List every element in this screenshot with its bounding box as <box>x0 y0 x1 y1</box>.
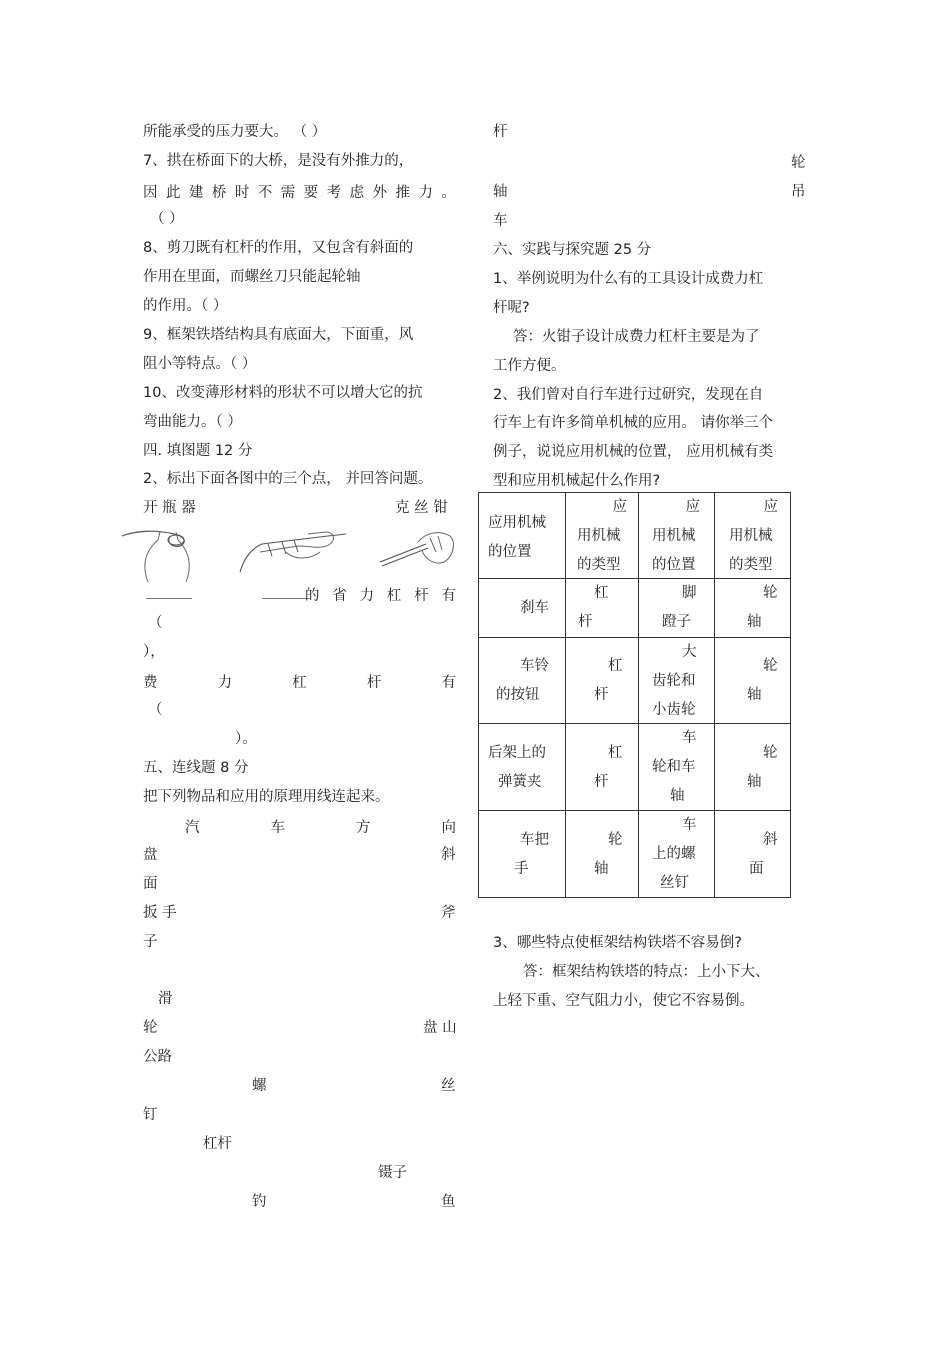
match-lun: 轮 <box>143 1020 158 1036</box>
cell-line: 用机械 <box>577 528 621 544</box>
cell-line: 车 <box>682 817 697 833</box>
cell-line: 轮 <box>763 745 778 761</box>
right-gan: 杆 <box>493 124 508 140</box>
a1-line1: 答：火钳子设计成费力杠杆主要是为了 <box>513 329 760 345</box>
row4-type <box>594 826 623 884</box>
bottle-opener-label: 开 瓶 器 <box>143 500 196 516</box>
match-zi: 子 <box>143 934 158 950</box>
cell-line: 脚 <box>682 585 697 601</box>
cell-line: 杆 <box>594 774 609 790</box>
cell-line: 车铃 <box>520 658 549 674</box>
match-wrench: 扳 手 <box>143 905 177 921</box>
blank-line-1 <box>146 598 192 599</box>
match-yu: 鱼 <box>441 1194 456 1210</box>
q7-char: 虑 <box>349 185 365 201</box>
row3-position-2 <box>652 724 697 811</box>
header-type-1 <box>577 493 627 522</box>
header-position-2 <box>650 493 700 522</box>
q7-char: 因 <box>143 185 158 201</box>
q7-answer: （ ） <box>150 211 184 227</box>
q7-char: 考 <box>326 185 342 201</box>
cell-line: 后架上的 <box>488 745 546 761</box>
cell-line: 的位置 <box>488 544 532 560</box>
a3-line2: 上轻下重、空气阻力小，使它不容易倒。 <box>493 993 754 1009</box>
right-lun: 轮 <box>791 155 806 171</box>
q10-line1: 10、改变薄形材料的形状不可以增大它的抗 <box>143 385 423 401</box>
cell-line: 车 <box>682 730 697 746</box>
cost-char: 费 <box>143 675 158 691</box>
q7-char: 要 <box>303 185 319 201</box>
q3-line: 3、哪些特点使框架结构铁塔不容易倒? <box>493 935 742 951</box>
match-fu: 斧 <box>441 905 456 921</box>
cell-line: 齿轮和 <box>652 673 696 689</box>
a1-line2: 工作方便。 <box>493 358 566 374</box>
q7-char: 外 <box>372 185 388 201</box>
save-char: 杠 <box>386 588 402 604</box>
header-position-2b <box>652 522 696 580</box>
match-lever: 杠杆 <box>203 1136 232 1152</box>
paren-close-2: ）。 <box>235 731 257 747</box>
q8-line3: 的作用。（ ） <box>143 298 228 314</box>
row4-position <box>514 826 549 884</box>
match-char: 方 <box>356 820 371 836</box>
cell-line: 的按钮 <box>496 687 540 703</box>
cell-line: 应 <box>612 499 627 515</box>
match-mian: 面 <box>143 876 158 892</box>
cost-char: 有 <box>441 675 456 691</box>
q8-line1: 8、剪刀既有杠杆的作用，又包含有斜面的 <box>143 240 414 256</box>
cell-line: 杠 <box>608 745 623 761</box>
row3-type-2 <box>747 739 778 797</box>
right-zhou: 轴 <box>493 184 508 200</box>
bottle-opener-illustration <box>118 522 198 584</box>
cell-line: 应用机械 <box>488 515 546 531</box>
cell-line: 杆 <box>594 687 609 703</box>
cell-line: 的类型 <box>729 557 773 573</box>
cell-line: 应 <box>685 499 700 515</box>
header-type-2 <box>728 493 778 522</box>
section6-title: 六、实践与探究题 25 分 <box>493 242 652 258</box>
q10-line2: 弯曲能力。（ ） <box>143 414 242 430</box>
match-ding: 钉 <box>143 1107 158 1123</box>
q7-char: 力 <box>418 185 433 201</box>
match-char: 向 <box>441 820 456 836</box>
row4-position-2 <box>652 811 697 898</box>
match-char: 车 <box>270 820 285 836</box>
cell-line: 轴 <box>747 687 762 703</box>
q8-line2: 作用在里面，而螺丝刀只能起轮轴 <box>143 269 361 285</box>
cell-line: 杆 <box>578 614 593 630</box>
scissors-hand-illustration <box>238 522 348 574</box>
cell-line: 轮 <box>763 658 778 674</box>
section5-intro: 把下列物品和应用的原理用线连起来。 <box>143 789 390 805</box>
cell-line: 用机械 <box>729 528 773 544</box>
fill-question: 2、标出下面各图中的三个点， 并回答问题。 <box>143 471 433 487</box>
row1-type <box>578 579 609 637</box>
save-char: 省 <box>332 588 347 604</box>
row2-position <box>496 652 549 710</box>
cell-line: 斜 <box>763 832 778 848</box>
q7-char: 建 <box>188 185 204 201</box>
pliers-label: 克 丝 钳 <box>395 500 448 516</box>
save-char: 有 <box>441 588 456 604</box>
match-char: 汽 <box>185 820 200 836</box>
cell-line: 手 <box>514 861 529 877</box>
blank-line-2 <box>262 598 308 599</box>
right-che: 车 <box>493 213 508 229</box>
cell-line: 杠 <box>594 585 609 601</box>
paren-close-1: ）， <box>143 644 165 660</box>
header-type-1b <box>577 522 621 580</box>
cell-line: 应 <box>763 499 778 515</box>
cost-char: 力 <box>217 675 233 691</box>
cell-line: 轴 <box>747 774 762 790</box>
cost-char: 杆 <box>366 675 382 691</box>
row2-type <box>594 652 623 710</box>
q9-line2: 阻小等特点。（ ） <box>143 356 257 372</box>
q7-char: 推 <box>395 185 410 201</box>
cell-line: 轴 <box>594 861 609 877</box>
q1-line2: 杆呢? <box>493 300 530 316</box>
row3-position <box>488 739 546 797</box>
cell-line: 轮 <box>763 585 778 601</box>
cell-line: 的类型 <box>577 557 621 573</box>
cell-line: 丝钉 <box>660 875 689 891</box>
cell-line: 蹬子 <box>662 614 691 630</box>
cell-line: 轴 <box>670 788 685 804</box>
cell-line: 杠 <box>608 658 623 674</box>
header-type-2b <box>729 522 773 580</box>
q1-line1: 1、举例说明为什么有的工具设计成费力杠 <box>493 271 764 287</box>
cell-line: 用机械 <box>652 528 696 544</box>
save-char: 力 <box>359 588 375 604</box>
row2-type-2 <box>747 652 778 710</box>
q2-line3: 例子，说说应用机械的位置， 应用机械有类 <box>493 444 774 460</box>
bicycle-machines-table <box>478 492 791 898</box>
match-row-1 <box>185 816 456 836</box>
q7-char: 不 <box>257 185 273 201</box>
cell-line: 车把 <box>520 832 549 848</box>
cell-line: 上的螺 <box>652 846 696 862</box>
section5-title: 五、连线题 8 分 <box>143 760 249 776</box>
save-lever-line <box>305 584 456 604</box>
cell-line: 小齿轮 <box>652 702 696 718</box>
cell-line: 刹车 <box>520 600 549 616</box>
save-char: 的 <box>305 588 320 604</box>
a3-line1: 答：框架结构铁塔的特点：上小下大、 <box>523 964 770 980</box>
q9-line1: 9、框架铁塔结构具有底面大，下面重，风 <box>143 327 414 343</box>
right-diao: 吊 <box>791 184 806 200</box>
q7-char: 此 <box>165 185 181 201</box>
q2-line2: 行车上有许多简单机械的应用。 请你举三个 <box>493 415 774 431</box>
q7-char: 。 <box>441 185 456 201</box>
cell-line: 轮和车 <box>652 759 696 775</box>
tweezers-hand-illustration <box>378 522 456 572</box>
cost-char: 杠 <box>292 675 307 691</box>
paren-open-1: （ <box>148 615 163 631</box>
section4-title: 四. 填图题 12 分 <box>143 443 253 459</box>
match-xie: 斜 <box>441 847 456 863</box>
match-panshan: 盘 山 <box>423 1020 457 1036</box>
cost-lever-line <box>143 671 456 691</box>
match-si: 丝 <box>441 1078 456 1094</box>
row1-position <box>520 594 549 623</box>
match-luo: 螺 <box>252 1078 267 1094</box>
match-hua: 滑 <box>158 991 173 1007</box>
cell-line: 轴 <box>747 614 762 630</box>
q2-line1: 2、我们曾对自行车进行过研究，发现在自 <box>493 387 764 403</box>
q7-char: 需 <box>280 185 296 201</box>
row1-position-2 <box>662 579 697 637</box>
q2-line4: 型和应用机械起什么作用? <box>493 473 661 489</box>
cell-line: 面 <box>749 861 764 877</box>
match-tweezers: 镊子 <box>378 1165 407 1181</box>
row2-position-2 <box>652 638 697 725</box>
cell-line: 轮 <box>608 832 623 848</box>
cell-line: 的位置 <box>652 557 696 573</box>
match-diao: 钓 <box>252 1194 267 1210</box>
q7-line2 <box>143 181 456 201</box>
row1-type-2 <box>747 579 778 637</box>
cell-line: 大 <box>682 644 697 660</box>
q7-char: 时 <box>234 185 250 201</box>
q6-continuation: 所能承受的压力要大。 （ ） <box>143 124 327 140</box>
match-gonglu: 公路 <box>143 1049 172 1065</box>
paren-open-2: （ <box>148 702 163 718</box>
header-position <box>488 509 546 567</box>
cell-line: 弹簧夹 <box>498 774 542 790</box>
match-pan: 盘 <box>143 847 158 863</box>
q7-char: 桥 <box>211 185 227 201</box>
q7-line1: 7、拱在桥面下的大桥，是没有外推力的， <box>143 153 414 169</box>
row3-type <box>594 739 623 797</box>
save-char: 杆 <box>414 588 429 604</box>
row4-type-2 <box>749 826 778 884</box>
